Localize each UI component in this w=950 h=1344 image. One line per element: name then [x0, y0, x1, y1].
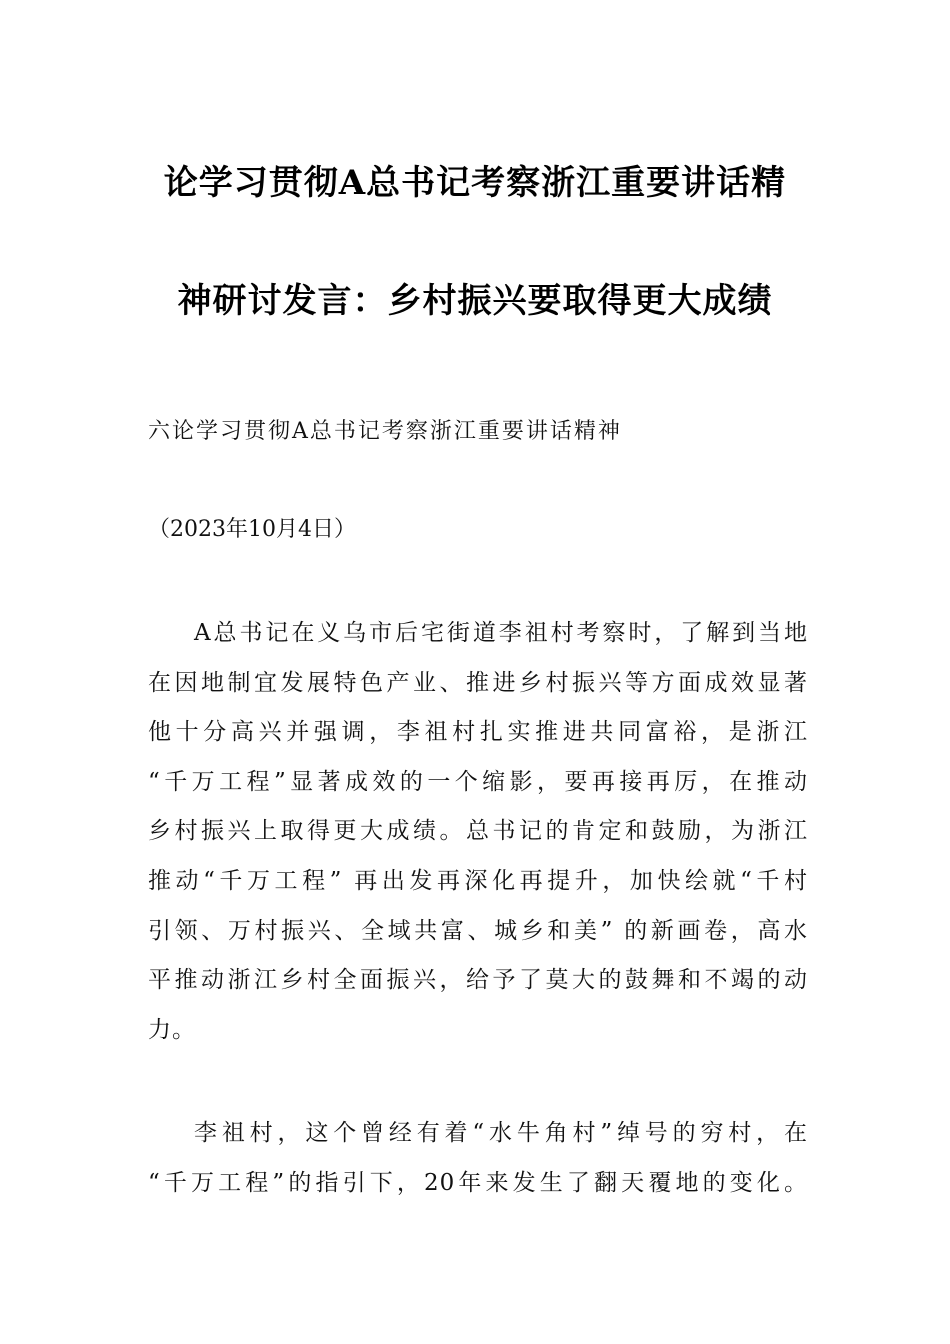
paragraph-line: A总书记在义乌市后宅街道李祖村考察时，了解到当地	[194, 620, 808, 646]
paragraph-line: 推动“千万工程” 再出发再深化再提升，加快绘就“千村	[148, 867, 808, 894]
document-subtitle: 六论学习贯彻A总书记考察浙江重要讲话精神	[148, 419, 622, 444]
paragraph-line: 在因地制宜发展特色产业、推进乡村振兴等方面成效显著	[148, 669, 808, 696]
body-paragraph-2	[148, 1109, 808, 1208]
paragraph-line: 力。	[148, 1016, 196, 1043]
paragraph-line: 他十分高兴并强调，李祖村扎实推进共同富裕，是浙江	[148, 719, 808, 746]
paragraph-line: 平推动浙江乡村全面振兴，给予了莫大的鼓舞和不竭的动	[148, 967, 808, 994]
body-paragraph-1	[148, 609, 808, 1055]
paragraph-line: “千万工程”的指引下，20年来发生了翻天覆地的变化。	[148, 1169, 808, 1196]
document-date: （2023年10月4日）	[148, 517, 356, 542]
paragraph-line: 引领、万村振兴、全域共富、城乡和美” 的新画卷，高水	[148, 917, 808, 944]
document-title-line-1: 论学习贯彻A总书记考察浙江重要讲话精	[163, 163, 787, 203]
document-title-line-2: 神研讨发言：乡村振兴要取得更大成绩	[177, 281, 773, 321]
paragraph-line: 乡村振兴上取得更大成绩。总书记的肯定和鼓励，为浙江	[148, 818, 808, 845]
paragraph-line: 李祖村，这个曾经有着“水牛角村”绰号的穷村，在	[194, 1120, 808, 1146]
paragraph-line: “千万工程”显著成效的一个缩影，要再接再厉，在推动	[148, 768, 808, 795]
